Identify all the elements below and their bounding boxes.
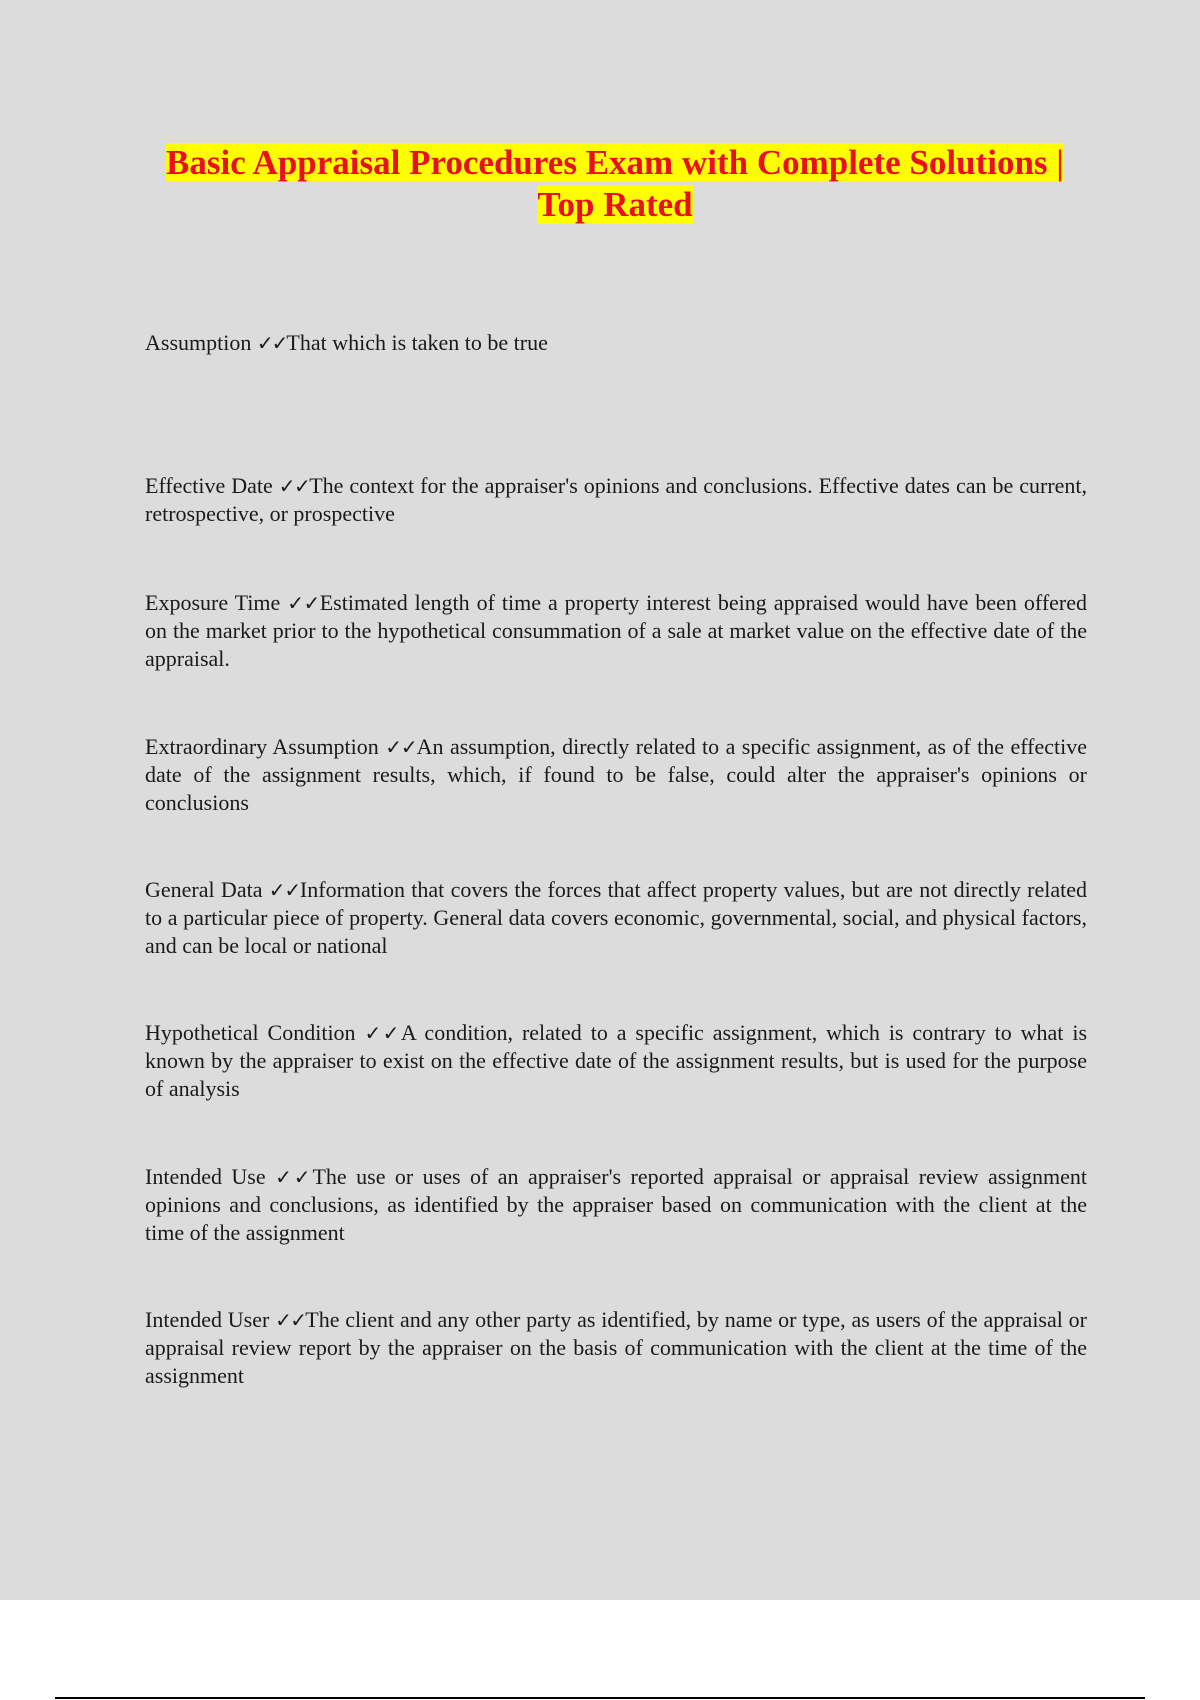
- entry-term: Intended User: [145, 1307, 270, 1332]
- entry-definition: Information that covers the forces that affect property values, but are not directly related to a particular piece of property. General data covers economic, governmental, social, and physical factors, and can be local or national: [145, 877, 1088, 958]
- double-check-icon: ✓✓: [275, 1308, 306, 1332]
- document-title: [140, 142, 1090, 226]
- double-check-icon: ✓✓: [268, 878, 300, 902]
- entry-term: Effective Date: [145, 473, 273, 498]
- document-title-text: Basic Appraisal Procedures Exam with Complete Solutions | Top Rated: [166, 143, 1064, 224]
- double-check-icon: ✓✓: [287, 591, 320, 615]
- entry-definition: A condition, related to a specific assignment, which is contrary to what is known by the appraiser to exist on the effective date of the assignment results, but is used for the purpose of analysis: [145, 1020, 1087, 1101]
- entry-intended-user: [145, 1306, 1087, 1390]
- entry-definition: Estimated length of time a property interest being appraised would have been offered on the market prior to the hypothetical consummation of a sale at market value on the effective date of the appraisal.: [145, 590, 1087, 671]
- entry-intended-use: [145, 1163, 1087, 1247]
- entry-definition: The use or uses of an appraiser's reported appraisal or appraisal review assignment opinions and conclusions, as identified by the appraiser based on communication with the client at the time of the assignment: [145, 1164, 1088, 1245]
- entry-definition: The context for the appraiser's opinions and conclusions. Effective dates can be current, retrospective, or prospective: [145, 473, 1088, 526]
- double-check-icon: ✓✓: [256, 331, 287, 355]
- entry-exposure-time: [145, 589, 1087, 673]
- entry-effective-date: [145, 472, 1087, 528]
- entry-term: Exposure Time: [145, 590, 281, 615]
- page-divider: [55, 1697, 1145, 1699]
- double-check-icon: ✓✓: [364, 1021, 401, 1045]
- entry-term: Extraordinary Assumption: [145, 734, 379, 759]
- entry-definition: An assumption, directly related to a specific assignment, as of the effective date of the assignment results, which, if found to be false, could alter the appraiser's opinions or conclusions: [145, 734, 1087, 815]
- entry-extraordinary-assumption: [145, 733, 1087, 817]
- double-check-icon: ✓✓: [278, 474, 310, 498]
- entry-definition: The client and any other party as identified, by name or type, as users of the appraisal or appraisal review report by the appraiser on the basis of communication with the client at the time of the assignment: [145, 1307, 1087, 1388]
- entry-term: General Data: [145, 877, 263, 902]
- entry-hypothetical-condition: [145, 1019, 1087, 1103]
- double-check-icon: ✓✓: [385, 735, 417, 759]
- entry-term: Assumption: [145, 330, 252, 355]
- entry-definition: That which is taken to be true: [286, 330, 548, 355]
- entry-term: Hypothetical Condition: [145, 1020, 356, 1045]
- double-check-icon: ✓✓: [275, 1165, 313, 1189]
- entry-term: Intended Use: [145, 1164, 266, 1189]
- entry-general-data: [145, 876, 1087, 960]
- entry-assumption: [145, 329, 1087, 357]
